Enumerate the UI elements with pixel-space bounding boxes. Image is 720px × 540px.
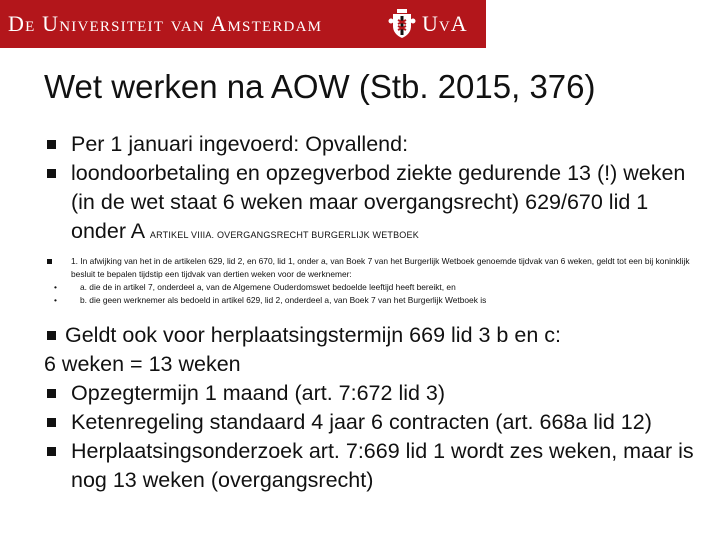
bullet-text: Opzegtermijn 1 maand (art. 7:672 lid 3): [71, 381, 446, 405]
bullet-text: Ketenregeling standaard 4 jaar 6 contracten (art. 668a lid 12): [71, 410, 652, 434]
bullet-square-icon: [47, 331, 56, 340]
bullet-square-icon: [47, 259, 52, 264]
bullet-item: [44, 408, 694, 437]
uva-crest-icon: [388, 9, 416, 39]
bullet-text: Per 1 januari ingevoerd: Opvallend:: [71, 132, 409, 156]
bullet-dot-icon: •: [54, 295, 57, 305]
uva-abbreviation: UvA: [422, 11, 468, 36]
law-excerpt: [44, 255, 694, 281]
bullet-square-icon: [47, 140, 56, 149]
bullet-text: Geldt ook voor herplaatsingstermijn 669 lid 3 b en c:: [65, 323, 561, 347]
university-name: De Universiteit van Amsterdam: [8, 11, 323, 36]
bullet-square-icon: [47, 389, 56, 398]
bullet-square-icon: [47, 418, 56, 427]
law-excerpt-subitem: [44, 294, 694, 307]
bullet-item: [44, 321, 694, 350]
slide-content: [44, 130, 694, 495]
bullet-square-icon: [47, 447, 56, 456]
bullet-item: [44, 379, 694, 408]
law-excerpt-subitem-text: a. die de in artikel 7, onderdeel a, van de Algemene Ouderdomswet bedoelde leeftijd heeft bereikt, en: [80, 282, 456, 292]
slide-title: Wet werken na AOW (Stb. 2015, 376): [44, 68, 596, 105]
law-excerpt-subitem: [44, 281, 694, 294]
law-excerpt-subitem-text: b. die geen werknemer als bedoeld in artikel 629, lid 2, onderdeel a, van Boek 7 van het Burgerlijk Wetboek is: [80, 295, 487, 305]
article-reference: ARTIKEL VIIIA. OVERGANGSRECHT BURGERLIJK WETBOEK: [149, 230, 419, 240]
bullet-item: [44, 437, 694, 495]
bullet-text: Herplaatsingsonderzoek art. 7:669 lid 1 wordt zes weken, maar is nog 13 weken (overgangsrecht): [71, 439, 694, 492]
bullet-square-icon: [47, 169, 56, 178]
bullet-item: [44, 130, 694, 159]
continuation-text: 6 weken = 13 weken: [44, 352, 241, 376]
bullet-dot-icon: •: [54, 282, 57, 292]
law-excerpt-text: 1. In afwijking van het in de artikelen 629, lid 2, en 670, lid 1, onder a, van Boek 7 van het Burgerlijk Wetboek genoemde tijdvak van 6 weken, geldt tot een bij koninklijk besluit te bepalen tijdstip een tijdvak van dertien weken voor de werknemer:: [71, 256, 690, 279]
bullet-item: [44, 159, 694, 250]
bullet-text: loondoorbetaling en opzegverbod ziekte gedurende 13 (!) weken (in de wet staat 6 weken maar overgangsrecht) 629/670 lid 1 onder A: [71, 161, 686, 243]
university-banner: [0, 0, 486, 48]
